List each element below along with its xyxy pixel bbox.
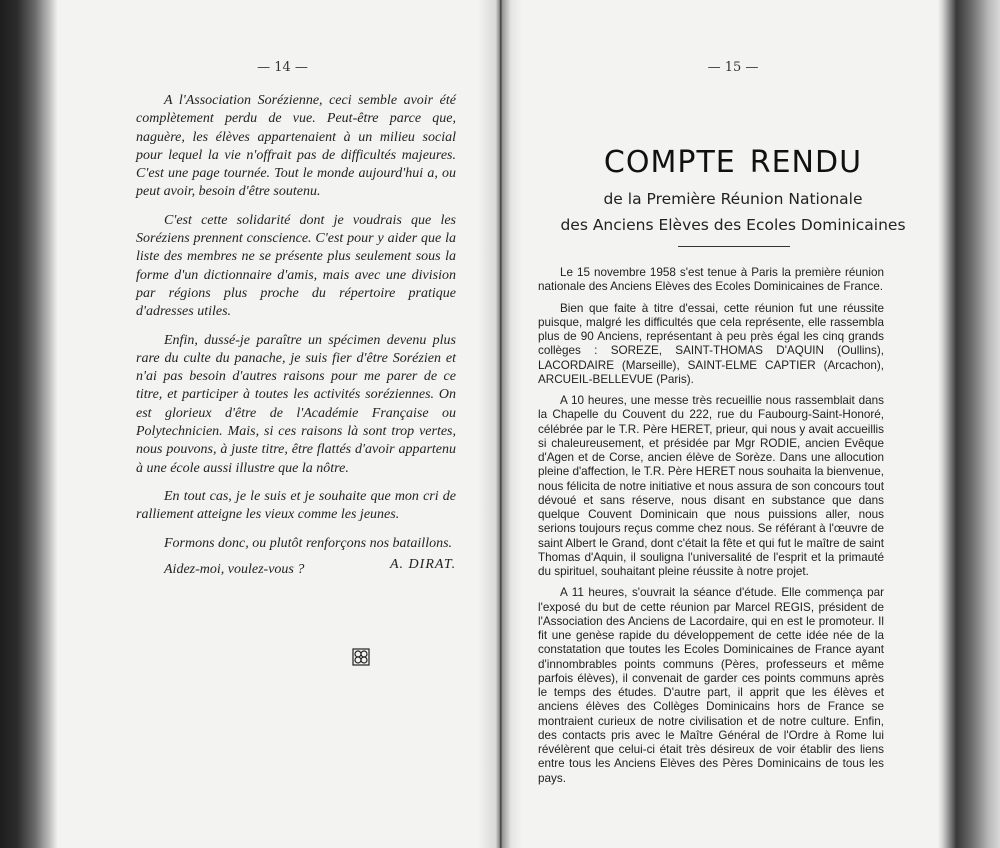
- paragraph: A l'Association Sorézienne, ceci semble avoir été complètement perdu de vue. Peut-être parce que, naguère, les élèves appartenaient à un milieu social pour lequel la vie n'offrait pas de difficultés majeures. C'est une page tournée. Tout le monde aujourd'hui a, ou peut avoir, besoin d'être soutenu.: [136, 93, 456, 200]
- binding-shadow-left: [0, 0, 58, 848]
- signature: A. DIRAT.: [390, 557, 457, 572]
- paragraph: Le 15 novembre 1958 s'est tenue à Paris la première réunion nationale des Anciens Elèves des Ecoles Dominicaines de France.: [538, 266, 884, 294]
- paragraph: Formons donc, ou plutôt renforçons nos bataillons.: [164, 535, 453, 551]
- page-number: — 15 —: [707, 60, 759, 75]
- right-page-text: [538, 266, 884, 793]
- paragraph: A 11 heures, s'ouvrait la séance d'étude. Elle commença par l'exposé du but de cette réunion par Marcel REGIS, président de l'Association des Anciens de Lacordaire, qui en est le promoteur. Il fit une genèse rapide du développement de cette idée née de la constatation que toutes les Ecoles Dominicaines de France ayant d'innombrables points communs (Pères, professeurs et même parfois élèves), il convenait de garder ces points communs après le temps des études. D'autre part, il apprit que les élèves et anciens élèves des Collèges Dominicains hors de France se montraient curieux de notre civilisation et de notre culture. Enfin, des contacts pris avec le Maître Général de l'Ordre à Rome lui révélèrent que celui-ci était très désireux de voir établir des liens entre tous les Anciens Elèves des Pères Dominicains de tous les pays.: [538, 586, 884, 785]
- paragraph: En tout cas, je le suis et je souhaite que mon cri de ralliement atteigne les vieux comme les jeunes.: [136, 488, 456, 523]
- paragraph: Aidez-moi, voulez-vous ?: [164, 561, 305, 577]
- left-page: [60, 0, 475, 848]
- paragraph: C'est cette solidarité dont je voudrais que les Soréziens prennent conscience. C'est pour y aider que la liste des membres ne se présente plus seulement sous la forme d'un dictionnaire d'amis, mais avec une division par régions plus proche du répertoire pratique d'adresses utiles.: [136, 212, 456, 320]
- title-word: RENDU: [749, 145, 863, 180]
- paragraph: Enfin, dussé-je paraître un spécimen devenu plus rare du culte du panache, je suis fier d'être Sorézien et n'ai pas besoin d'autres raisons pour me parer de ce titre, et participer à toutes les activités soréziennes. On est glorieux d'être de l'Académie Française ou Polytechnicien. Mais, si ces raisons là sont trop vertes, nous pouvons, à juste titre, être flattés d'avoir appartenu à une école aussi illustre que la nôtre.: [136, 332, 456, 476]
- ornament-icon: [352, 648, 370, 666]
- divider: [678, 246, 790, 247]
- title-word: COMPTE: [603, 145, 736, 180]
- book-gutter: [478, 0, 522, 848]
- left-page-text: [136, 92, 456, 587]
- paragraph: Bien que faite à titre d'essai, cette réunion fut une réussite puisque, malgré les difficultés que cela représente, elle rassembla plus de 90 Anciens, représentant à peu près égal les cinq grands collèges : SOREZE, SAINT-THOMAS D'AQUIN (Oullins), LACORDAIRE (Marseille), SAINT-ELME CAPTIER (Arcachon), ARCUEIL-BELLEVUE (Paris).: [538, 301, 884, 386]
- binding-shadow-right: [938, 0, 1000, 848]
- report-subtitle: de la Première Réunion Nationale: [603, 190, 863, 208]
- page-number: — 14 —: [257, 60, 308, 75]
- paragraph: A 10 heures, une messe très recueillie nous rassemblait dans la Chapelle du Couvent du 222, rue du Faubourg-Saint-Honoré, célébrée par le T.R. Père HERET, prieur, qui nous y avait accueillis si chaleureusement, et présidée par Mgr RODIE, ancien Evêque d'Agen et de Corse, ancien élève de Sorèze. Dans une allocution pleine d'affection, le T.R. Père HERET nous souhaita la bienvenue, nous félicita de notre initiative et nous assura de son concours tout dévoué et sans réserve, nous disant en substance que dans quelque Couvent Dominicain que nous puissions aller, nous serions toujours reçus comme chez nous. Se référant à l'œuvre de saint Albert le Grand, dont c'était la fête et qui fut le maître de saint Thomas d'Aquin, il souligna l'universalité de l'esprit et la primauté du spirituel, souhaitant pleine réussite à notre projet.: [538, 394, 884, 578]
- right-page: [528, 0, 938, 848]
- report-title: [528, 145, 938, 180]
- report-subtitle: des Anciens Elèves des Ecoles Dominicaines: [560, 216, 906, 234]
